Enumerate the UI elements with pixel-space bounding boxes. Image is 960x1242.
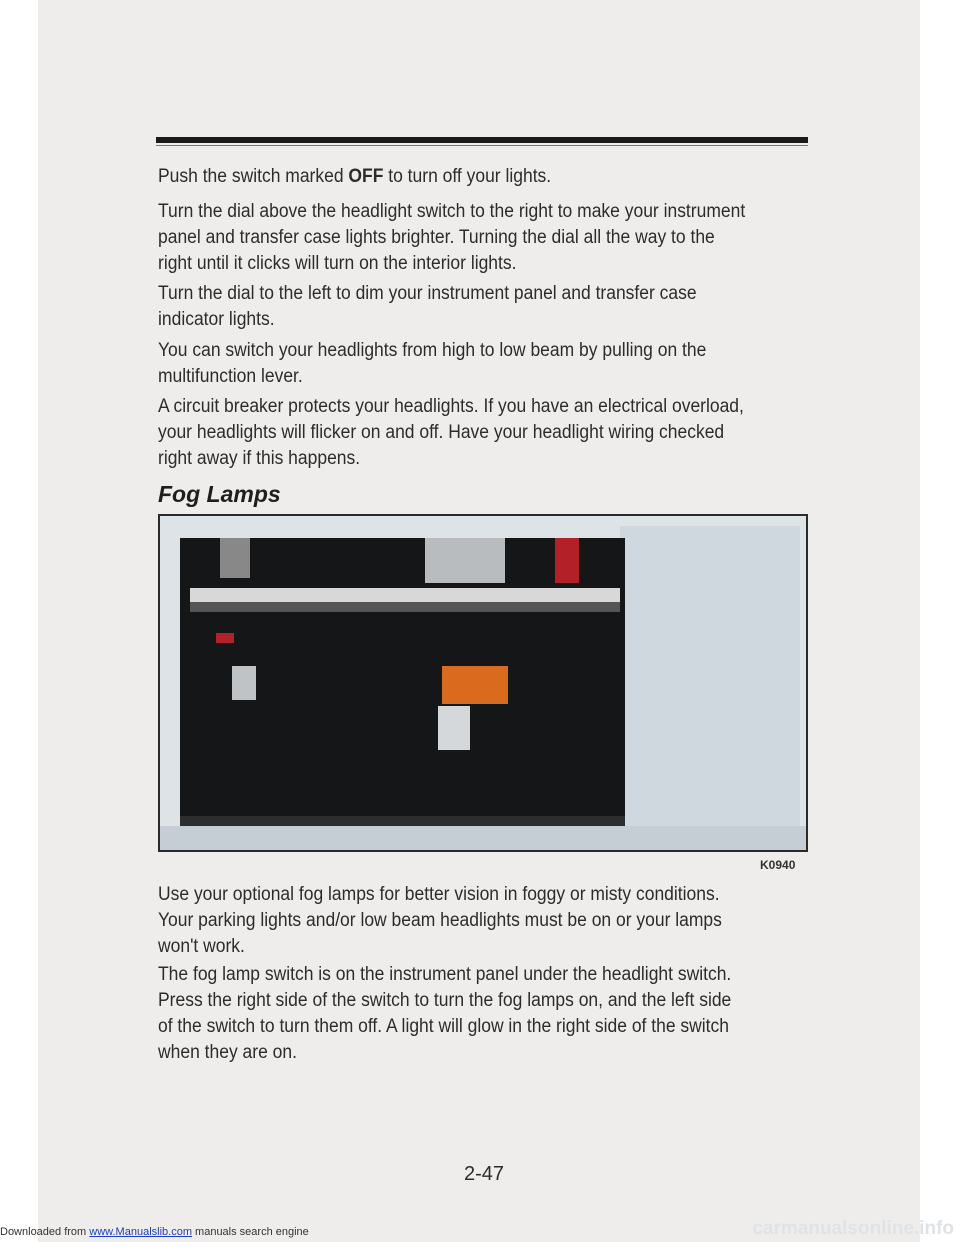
download-footer: Downloaded from www.Manualslib.com manuals search engine: [0, 1226, 309, 1238]
paragraph-beam-switch: You can switch your headlights from high to low beam by pulling on the multifunction lever.: [158, 340, 707, 387]
watermark: carmanualsonline.info: [752, 1218, 954, 1239]
paragraph-dial-dim: Turn the dial to the left to dim your instrument panel and transfer case indicator lights.: [158, 283, 697, 330]
paragraph-fog-switch: The fog lamp switch is on the instrument panel under the headlight switch. Press the right side of the switch to turn the fog lamps on, and the left side of the switch to turn them off. A light will glow in the right side of the switch when they are on.: [158, 964, 732, 1063]
figure-code: K0940: [760, 858, 796, 872]
top-rule-thin: [156, 145, 808, 146]
top-rule: [156, 137, 808, 143]
section-heading-fog-lamps: Fog Lamps: [158, 481, 281, 507]
paragraph-circuit-breaker: A circuit breaker protects your headlights. If you have an electrical overload, your headlights will flicker on and off. Have your headlight wiring checked right away if this happens.: [158, 396, 744, 469]
bumper-illustration: [160, 516, 806, 850]
page-number: 2-47: [464, 1163, 505, 1185]
paragraph-fog-usage: Use your optional fog lamps for better vision in foggy or misty conditions. Your parking lights and/or low beam headlights must be on or your lamps won't work.: [158, 884, 722, 957]
manualslib-link[interactable]: www.Manualslib.com: [89, 1226, 192, 1238]
paragraph-off-switch: Push the switch marked OFF to turn off your lights.: [158, 166, 552, 187]
fog-lamp-photo: [158, 514, 808, 852]
paragraph-dial-brighter: Turn the dial above the headlight switch to the right to make your instrument panel and transfer case lights brighter. Turning the dial all the way to the right until it clicks will turn on the interior lights.: [158, 201, 746, 274]
